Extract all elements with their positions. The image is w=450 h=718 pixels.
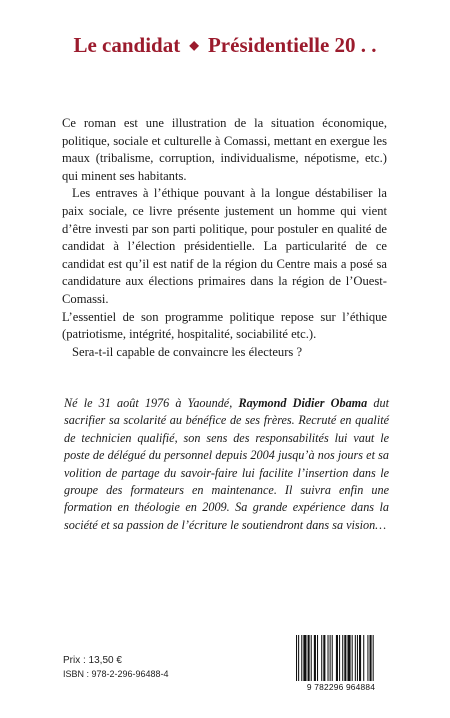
bio-text: dut sacrifier sa scolarité au bénéfice de ses frères. Recruté en qualité de technicien qualifié, son sens des responsabilités lui vaut le poste de délégué du personnel depuis 2004 jusqu’à nos jours et sa volition de partage du savoir-faire lui facilite l’insertion dans le groupe des formateurs en maintenance. Il suivra enfin une formation en théologie en 2009. Sa grande expérience dans la société et sa passion de l’écriture le soutiendront dans sa vision… bbox=[64, 396, 389, 532]
barcode-bar bbox=[373, 635, 374, 681]
barcode-bar bbox=[328, 635, 329, 681]
synopsis-paragraph: Ce roman est une illustration de la situation économique, politique, sociale et culturelle à Comassi, mettant en exergue les maux (tribalisme, corruption, individualisme, népotisme, etc.) qui minent ses habitants. bbox=[62, 116, 387, 183]
book-title bbox=[0, 33, 450, 58]
diamond-separator-icon: ◆ bbox=[189, 38, 199, 52]
barcode-bar bbox=[311, 635, 312, 681]
barcode-icon bbox=[290, 633, 392, 683]
barcode-bar bbox=[336, 635, 338, 681]
barcode-bar bbox=[332, 635, 333, 681]
barcode-bar bbox=[330, 635, 331, 681]
synopsis-paragraph: Les entraves à l’éthique pouvant à la longue déstabiliser la paix sociale, ce livre présente justement un homme qui vient d’être investi par son parti politique, pour postuler en qualité de candidat à l’élection présidentielle. La particularité de ce candidat est qu’il est natif de la région du Centre mais a posé sa candidature aux élections primaires dans la région de l’Ouest-Comassi. bbox=[62, 186, 387, 306]
isbn-label: ISBN : 978-2-296-96488-4 bbox=[63, 669, 169, 679]
barcode-bar bbox=[298, 635, 299, 681]
barcode-bar bbox=[301, 635, 302, 681]
barcode-bar bbox=[357, 635, 358, 681]
synopsis-paragraph: Sera-t-il capable de convaincre les électeurs ? bbox=[72, 344, 303, 359]
barcode-bar bbox=[303, 635, 306, 681]
price-label: Prix : 13,50 € bbox=[63, 655, 122, 666]
barcode-bar bbox=[347, 635, 350, 681]
barcode bbox=[290, 633, 392, 696]
barcode-bar bbox=[342, 635, 343, 681]
barcode-bar bbox=[321, 635, 322, 681]
title-left: Le candidat bbox=[73, 33, 181, 57]
barcode-bar bbox=[367, 635, 368, 681]
author-bio bbox=[64, 395, 389, 534]
barcode-bar bbox=[355, 635, 356, 681]
barcode-bar bbox=[339, 635, 340, 681]
barcode-bar bbox=[359, 635, 361, 681]
title-right: Présidentielle 20 . . bbox=[207, 33, 377, 57]
barcode-bar bbox=[370, 635, 372, 681]
barcode-bar bbox=[344, 635, 346, 681]
barcode-bar bbox=[317, 635, 318, 681]
author-name: Raymond Didier Obama bbox=[238, 396, 368, 410]
barcode-bar bbox=[323, 635, 325, 681]
barcode-bar bbox=[308, 635, 310, 681]
barcode-bar bbox=[314, 635, 316, 681]
barcode-bar bbox=[352, 635, 353, 681]
barcode-bar bbox=[363, 635, 364, 681]
barcode-digits: 9 782296 964884 bbox=[306, 682, 376, 692]
barcode-bar bbox=[296, 635, 297, 681]
synopsis-paragraph: L’essentiel de son programme politique repose sur l’éthique (patriotisme, intégrité, hospitalité, sociabilité etc.). bbox=[62, 309, 387, 342]
bio-intro: Né le 31 août 1976 à Yaoundé, bbox=[64, 396, 239, 410]
synopsis bbox=[62, 115, 387, 361]
